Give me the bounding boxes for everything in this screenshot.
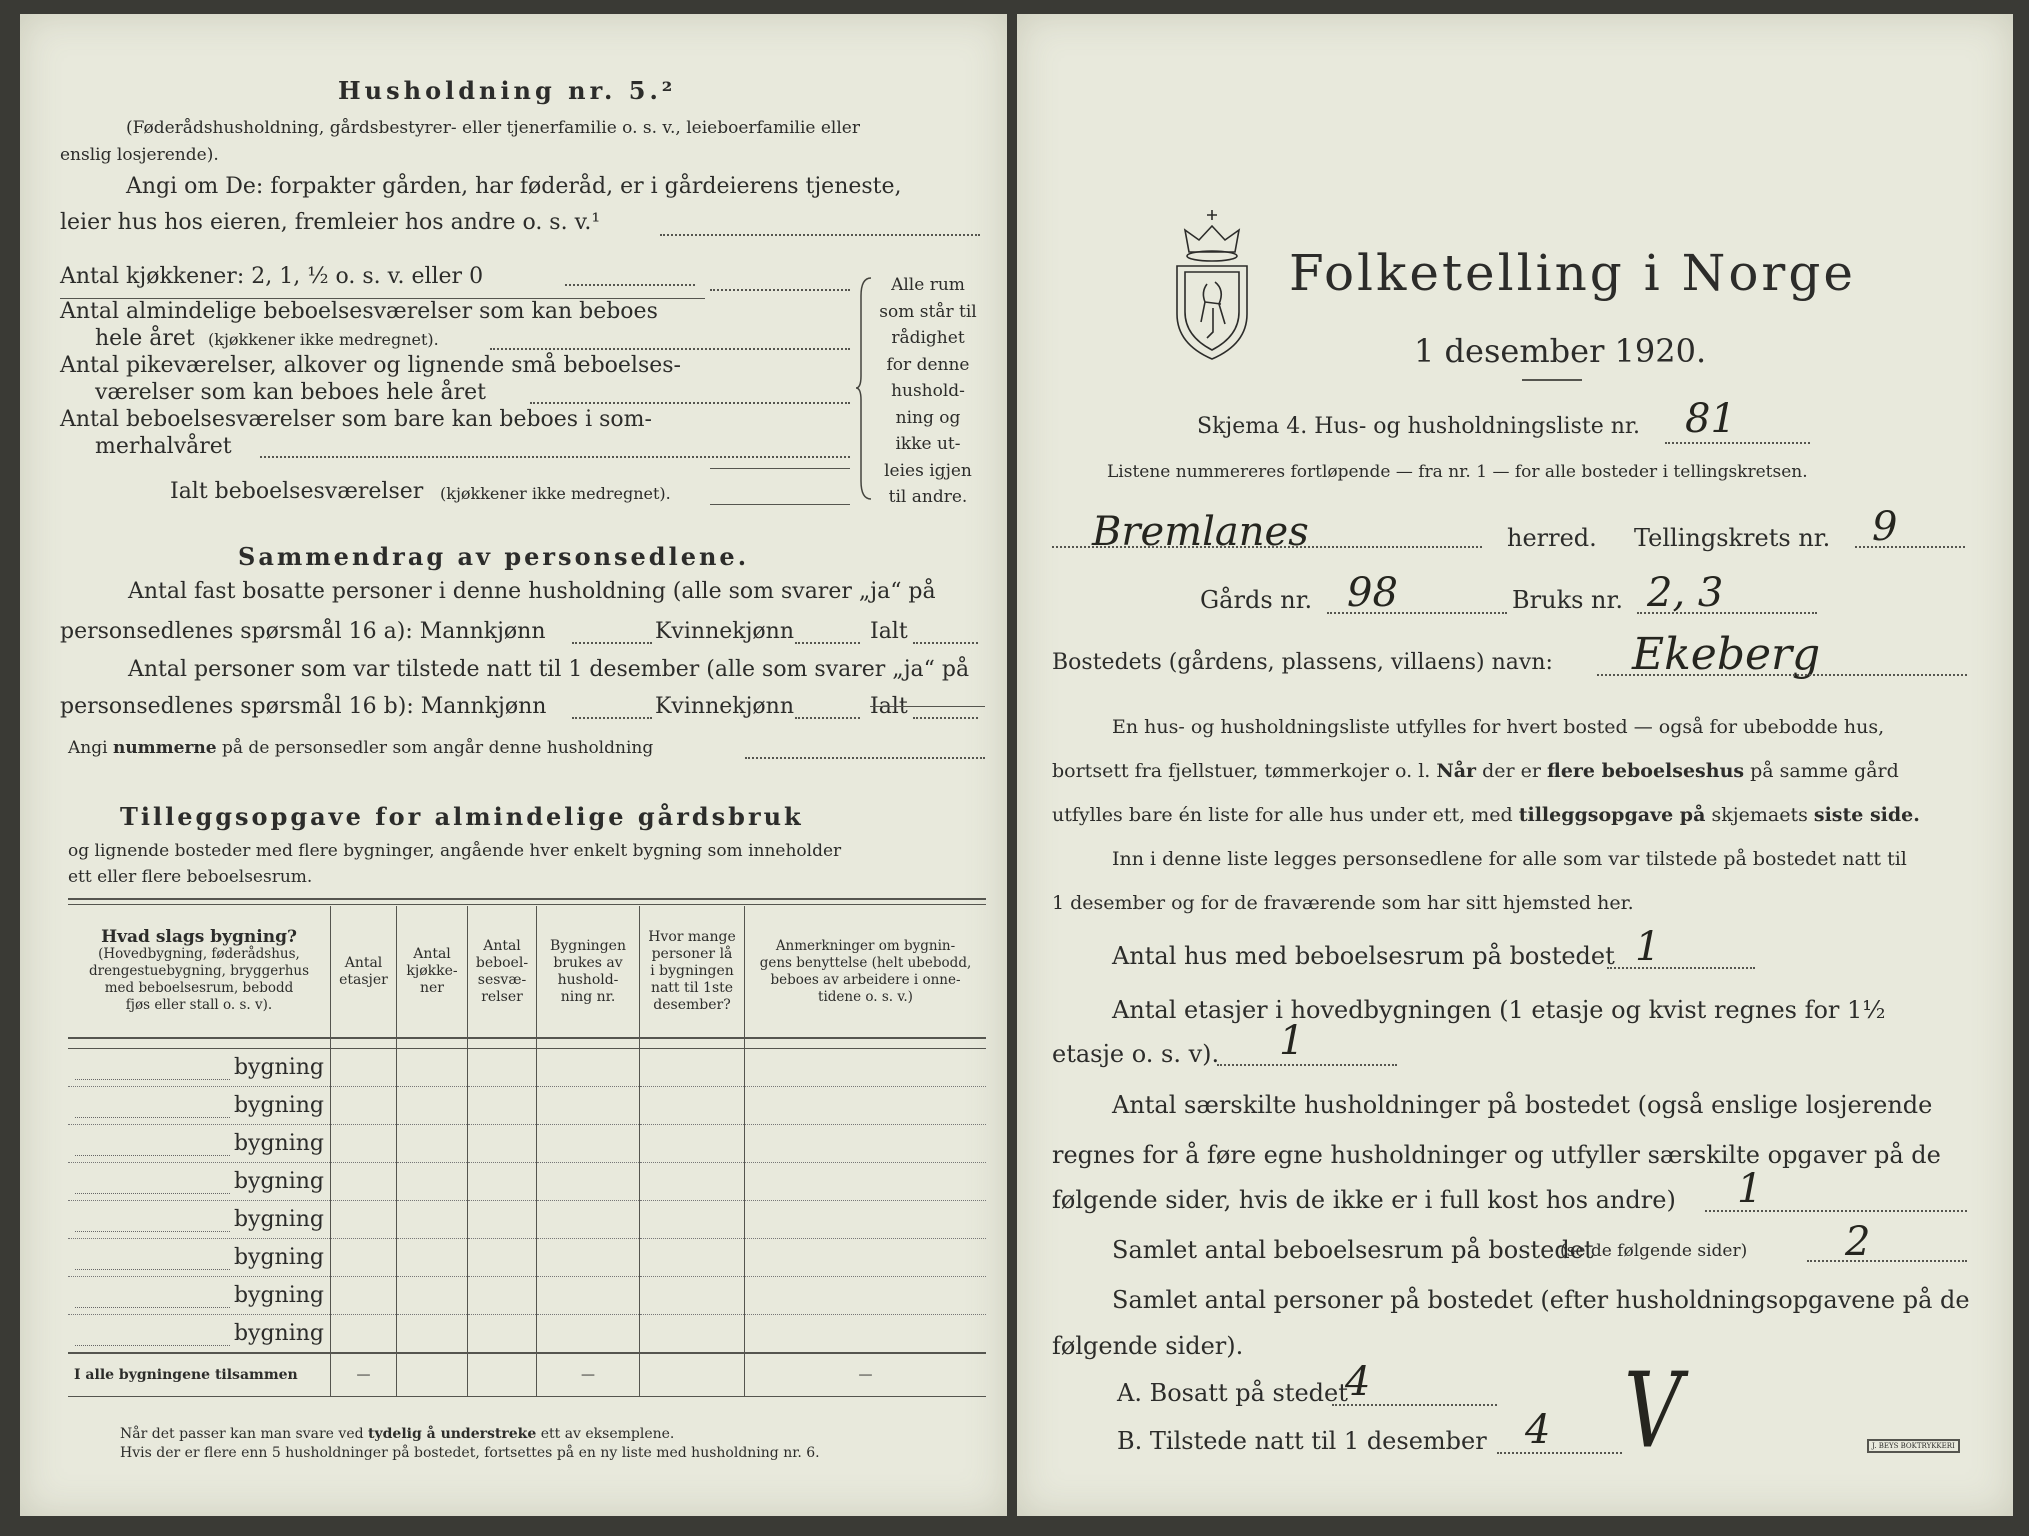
building-type-blank <box>75 1345 230 1346</box>
kitchens-answer-line <box>710 289 850 291</box>
herred-label: herred. <box>1507 524 1597 552</box>
building-type-blank <box>75 1269 230 1270</box>
households-value: 1 <box>1737 1166 1763 1212</box>
brace-note-line: hushold- <box>891 381 965 401</box>
tilstede-value: 4 <box>1525 1407 1551 1453</box>
summary-b-total-underline <box>870 706 985 707</box>
table-cell <box>537 1200 640 1238</box>
table-row <box>68 1276 986 1314</box>
col-building-type-desc: drengestuebygning, bryggerhus <box>88 963 310 979</box>
printer-stamp: J. BEYS BOKTRYKKERI <box>1867 1439 1960 1453</box>
numbers-bold: nummerne <box>112 738 217 758</box>
table-cell <box>537 1314 640 1353</box>
bosted-name: Ekeberg <box>1632 629 1821 680</box>
table-cell <box>331 1086 397 1124</box>
col-persons-line: personer lå <box>651 946 733 962</box>
brace-note-line: for denne <box>886 354 970 375</box>
maid-rooms-answer-line <box>530 402 850 404</box>
summary-b-female-label: Kvinnekjønn <box>655 694 794 719</box>
maid-rooms-line2: værelser som kan beboes hele året <box>95 380 486 405</box>
bosatt-label: A. Bosatt på stedet <box>1117 1379 1348 1407</box>
rooms-total-value: 2 <box>1845 1219 1871 1265</box>
table-cell <box>745 1276 987 1314</box>
col-remarks <box>745 906 987 1038</box>
tilstede-label: B. Tilstede natt til 1 desember <box>1117 1427 1487 1455</box>
summary-b-line1: Antal personer som var tilstede natt til 1 desember (alle som svarer „ja“ på <box>128 657 970 682</box>
summary-a-male-line <box>572 642 652 644</box>
table-cell <box>745 1162 987 1200</box>
table-cell <box>640 1314 745 1353</box>
census-date: 1 desember 1920. <box>1414 332 1707 370</box>
table-cell <box>640 1086 745 1124</box>
floors-value: 1 <box>1279 1018 1305 1064</box>
table-cell <box>537 1086 640 1124</box>
brace-note-line: rådighet <box>891 328 965 348</box>
table-cell <box>537 1124 640 1162</box>
col-remarks-line: Anmerkninger om bygnin- <box>775 937 956 954</box>
floors-line1: Antal etasjer i hovedbygningen (1 etasje og kvist regnes for 1½ <box>1112 996 1886 1024</box>
footnote-1 <box>120 1426 674 1442</box>
col-used-by-line: brukes av <box>553 954 623 971</box>
para1-line3 <box>1052 804 1920 826</box>
para1-line3-mid: skjemaets <box>1711 804 1808 826</box>
table-row <box>68 1086 986 1124</box>
gards-label: Gårds nr. <box>1200 586 1313 614</box>
summary-a-female-label: Kvinnekjønn <box>655 619 794 644</box>
households-line3: følgende sider, hvis de ikke er i full kost hos andre) <box>1052 1186 1676 1214</box>
para1-line3-bold2: siste side. <box>1813 804 1920 826</box>
supplement-line2: ett eller flere beboelsesrum. <box>68 867 313 887</box>
col-used-by-line: hushold- <box>557 971 619 988</box>
persons-line2: følgende sider). <box>1052 1332 1244 1360</box>
kitchens-label: Antal kjøkkener: 2, 1, ½ o. s. v. eller 0 <box>60 264 484 289</box>
building-type-cell <box>68 1162 331 1200</box>
building-row-label: bygning <box>233 1054 324 1080</box>
building-row-label: bygning <box>233 1130 324 1156</box>
table-row <box>68 1048 986 1086</box>
bosted-line <box>1597 674 1967 676</box>
table-cell <box>468 1238 537 1276</box>
bosted-label: Bostedets (gårdens, plassens, villaens) navn: <box>1052 650 1553 675</box>
table-cell <box>468 1048 537 1086</box>
table-cell <box>397 1238 468 1276</box>
numbers-answer-line <box>745 757 985 759</box>
total-used-by: — <box>537 1353 640 1397</box>
herred-name: Bremlanes <box>1092 509 1309 555</box>
building-type-cell <box>68 1314 331 1353</box>
tilstede-line <box>1497 1452 1622 1454</box>
total-kitchens <box>397 1353 468 1397</box>
summer-rooms-answer-line <box>260 456 850 458</box>
building-row-label: bygning <box>233 1168 324 1194</box>
col-building-type-desc: fjøs eller stall o. s. v). <box>125 997 273 1013</box>
table-cell <box>331 1238 397 1276</box>
houses-line <box>1607 967 1755 969</box>
houses-label: Antal hus med beboelsesrum på bostedet <box>1112 942 1615 970</box>
table-row <box>68 1314 986 1353</box>
brace-note <box>878 272 978 511</box>
table-cell <box>537 1276 640 1314</box>
floors-line2: etasje o. s. v). <box>1052 1040 1220 1068</box>
numbers-prefix: Angi <box>68 738 108 758</box>
supplement-title: Tilleggsopgave for almindelige gårdsbruk <box>120 802 804 831</box>
total-rooms <box>468 1353 537 1397</box>
building-type-cell <box>68 1276 331 1314</box>
table-header-row <box>68 906 986 1038</box>
col-rooms-line: Antal <box>483 937 521 954</box>
total-remarks: — <box>745 1353 987 1397</box>
supplement-line1: og lignende bosteder med flere bygninger, angående hver enkelt bygning som inneholder <box>68 841 842 861</box>
maid-rooms-line1: Antal pikeværelser, alkover og lignende små beboelses- <box>60 353 681 378</box>
para1-line2 <box>1052 760 1899 782</box>
table-cell <box>468 1200 537 1238</box>
para1-line2-post: på samme gård <box>1750 760 1899 782</box>
col-persons-line: desember? <box>653 997 731 1013</box>
para1-line2-bold2: flere beboelseshus <box>1547 760 1745 782</box>
building-type-blank <box>75 1231 230 1232</box>
building-row-label: bygning <box>233 1244 324 1270</box>
angi-line2: leier hus hos eieren, fremleier hos andre o. s. v.¹ <box>60 210 601 235</box>
summary-a-line1: Antal fast bosatte personer i denne husholdning (alle som svarer „ja“ på <box>128 579 936 604</box>
gards-line <box>1327 612 1507 614</box>
summer-rooms-line1: Antal beboelsesværelser som bare kan beboes i som- <box>60 407 652 432</box>
col-building-type-desc: med beboelsesrum, bebodd <box>104 980 294 996</box>
krets-line <box>1855 546 1965 548</box>
para1-line2-mid: der er <box>1482 760 1541 782</box>
schema-number-line <box>1665 442 1810 444</box>
kitchens-leader <box>565 284 695 286</box>
building-type-cell <box>68 1238 331 1276</box>
col-rooms-line: sesvæ- <box>477 971 527 988</box>
herred-line <box>1052 546 1482 548</box>
table-cell <box>397 1048 468 1086</box>
building-table <box>68 906 986 1397</box>
households-line2: regnes for å føre egne husholdninger og utfyller særskilte opgaver på de <box>1052 1141 1941 1169</box>
para1-line2-pre: bortsett fra fjellstuer, tømmerkojer o. l. <box>1052 760 1431 782</box>
angi-line1: Angi om De: forpakter gården, har føderåd, er i gårdeierens tjeneste, <box>126 174 902 199</box>
table-cell <box>331 1276 397 1314</box>
table-cell <box>640 1276 745 1314</box>
numbering-note: Listene nummereres fortløpende — fra nr. 1 — for alle bosteder i tellingskretsen. <box>1107 462 1808 482</box>
col-floors-line: etasjer <box>339 971 388 988</box>
table-top-rule-2 <box>68 904 986 905</box>
table-cell <box>331 1200 397 1238</box>
total-persons <box>640 1353 745 1397</box>
table-cell <box>331 1162 397 1200</box>
table-cell <box>468 1162 537 1200</box>
col-kitchens-line: ner <box>420 980 444 996</box>
rooms-total-label: Samlet antal beboelsesrum på bostedet <box>1112 1236 1594 1264</box>
total-row-label: I alle bygningene tilsammen <box>74 1366 298 1383</box>
building-row-label: bygning <box>233 1206 324 1232</box>
table-cell <box>468 1314 537 1353</box>
total-rooms-label: Ialt beboelsesværelser <box>170 479 424 504</box>
building-type-blank <box>75 1079 230 1080</box>
table-cell <box>331 1048 397 1086</box>
table-row <box>68 1238 986 1276</box>
bosatt-line <box>1332 1404 1497 1406</box>
para2-line1: Inn i denne liste legges personsedlene for alle som var tilstede på bostedet natt til <box>1112 848 1907 870</box>
building-row-label: bygning <box>233 1320 324 1346</box>
brace-note-line: Alle rum <box>891 275 965 295</box>
bruks-label: Bruks nr. <box>1512 586 1623 614</box>
summary-title: Sammendrag av personsedlene. <box>238 542 750 571</box>
building-row-label: bygning <box>233 1282 324 1308</box>
schema-number: 81 <box>1685 396 1736 442</box>
persons-line1: Samlet antal personer på bostedet (efter husholdningsopgavene på de <box>1112 1286 1970 1314</box>
table-row <box>68 1124 986 1162</box>
building-rows <box>68 1048 986 1353</box>
houses-value: 1 <box>1635 924 1661 970</box>
brace-note-line: til andre. <box>888 487 968 507</box>
summary-a-total-label: Ialt <box>870 619 908 644</box>
summer-rooms-line2: merhalvåret <box>95 434 232 459</box>
summary-b-male-line <box>572 717 652 719</box>
table-cell <box>397 1314 468 1353</box>
numbers-instruction <box>68 738 653 758</box>
brace-icon <box>855 276 875 501</box>
footnote-2: Hvis der er flere enn 5 husholdninger på bostedet, fortsettes på en ny liste med husholdning nr. 6. <box>120 1445 820 1461</box>
building-type-blank <box>75 1193 230 1194</box>
para1-line3-pre: utfylles bare én liste for alle hus under ett, med <box>1052 804 1513 826</box>
col-persons <box>640 906 745 1038</box>
col-floors-line: Antal <box>344 954 383 971</box>
households-line <box>1705 1210 1967 1212</box>
table-top-rule <box>68 898 986 900</box>
building-type-cell <box>68 1124 331 1162</box>
household-intro-line2: enslig losjerende). <box>60 145 219 165</box>
col-rooms-line: relser <box>481 988 523 1005</box>
schema-label: Skjema 4. Hus- og husholdningsliste nr. <box>1197 414 1640 439</box>
para1-line1: En hus- og husholdningsliste utfylles for hvert bosted — også for ubebodde hus, <box>1112 716 1885 738</box>
angi-answer-line <box>660 234 980 236</box>
summary-b-line2: personsedlenes spørsmål 16 b): Mannkjønn <box>60 694 547 719</box>
rooms-answer-line <box>490 348 850 350</box>
table-cell <box>468 1124 537 1162</box>
household-intro-line1: (Føderådshusholdning, gårdsbestyrer- eller tjenerfamilie o. s. v., leieboerfamilie eller <box>126 118 860 138</box>
table-cell <box>640 1124 745 1162</box>
table-cell <box>640 1238 745 1276</box>
table-row <box>68 1162 986 1200</box>
col-persons-line: Hvor mange <box>648 929 736 945</box>
rooms-total-line <box>1807 1260 1967 1262</box>
summary-a-total-line <box>913 642 978 644</box>
floors-line <box>1217 1064 1397 1066</box>
brace-note-line: leies igjen <box>884 460 972 481</box>
col-used-by <box>537 906 640 1038</box>
col-remarks-line: tidene o. s. v.) <box>818 988 913 1005</box>
table-cell <box>537 1238 640 1276</box>
brace-note-line: ning og <box>895 407 961 428</box>
left-page <box>20 14 1007 1516</box>
title-divider <box>1522 379 1582 381</box>
households-line1: Antal særskilte husholdninger på bostedet (også enslige losjerende <box>1112 1091 1933 1119</box>
footnote-1-post: ett av eksemplene. <box>540 1426 675 1442</box>
building-type-cell <box>68 1086 331 1124</box>
total-rooms-note: (kjøkkener ikke medregnet). <box>440 484 671 503</box>
table-cell <box>745 1048 987 1086</box>
brace-note-line: som står til <box>879 301 977 322</box>
subtotal-rule <box>710 468 850 469</box>
gards-number: 98 <box>1347 570 1398 616</box>
col-rooms-line: beboel- <box>475 954 529 971</box>
checkmark: V <box>1624 1350 1682 1471</box>
table-cell <box>331 1124 397 1162</box>
building-type-blank <box>75 1307 230 1308</box>
table-cell <box>745 1238 987 1276</box>
coat-of-arms-icon <box>1167 204 1257 364</box>
bruks-number: 2, 3 <box>1647 570 1724 616</box>
summary-a-female-line <box>795 642 860 644</box>
table-cell <box>640 1162 745 1200</box>
rooms-total-note: (se de følgende sider) <box>1560 1241 1748 1261</box>
col-building-type-title: Hvad slags bygning? <box>101 927 297 947</box>
table-cell <box>640 1200 745 1238</box>
numbers-rest: på de personsedler som angår denne husholdning <box>222 738 654 758</box>
col-kitchens-line: kjøkke- <box>406 963 458 979</box>
table-total-row <box>68 1353 986 1397</box>
col-remarks-line: gens benyttelse (helt ubebodd, <box>759 954 972 971</box>
table-cell <box>745 1314 987 1353</box>
rooms-line1: Antal almindelige beboelsesværelser som kan beboes <box>60 299 658 324</box>
household-title: Husholdning nr. 5.² <box>338 76 677 105</box>
table-cell <box>397 1086 468 1124</box>
table-row <box>68 1200 986 1238</box>
table-cell <box>468 1276 537 1314</box>
col-persons-line: natt til 1ste <box>650 980 734 996</box>
brace-note-line: ikke ut- <box>895 434 961 454</box>
total-floors: — <box>331 1353 397 1397</box>
krets-label: Tellingskrets nr. <box>1634 524 1831 552</box>
summary-a-line2: personsedlenes spørsmål 16 a): Mannkjønn <box>60 619 546 644</box>
col-building-type <box>68 906 331 1038</box>
table-cell <box>331 1314 397 1353</box>
para1-line2-bold1: Når <box>1436 760 1477 782</box>
bosatt-value: 4 <box>1345 1359 1371 1405</box>
col-remarks-line: beboes av arbeidere i onne- <box>770 971 961 988</box>
table-cell <box>537 1162 640 1200</box>
footnote-1-bold: tydelig å understreke <box>368 1426 537 1442</box>
rooms-line2: hele året <box>95 326 195 351</box>
table-cell <box>640 1048 745 1086</box>
table-cell <box>468 1086 537 1124</box>
col-building-type-desc: (Hovedbygning, føderådshus, <box>98 946 300 962</box>
table-cell <box>537 1048 640 1086</box>
building-type-blank <box>75 1117 230 1118</box>
col-rooms <box>468 906 537 1038</box>
col-floors <box>331 906 397 1038</box>
summary-b-total-label: Ialt <box>870 694 908 719</box>
building-type-blank <box>75 1155 230 1156</box>
table-cell <box>745 1086 987 1124</box>
footnote-1-pre: Når det passer kan man svare ved <box>120 1426 364 1442</box>
main-title: Folketelling i Norge <box>1289 244 1856 302</box>
table-cell <box>397 1162 468 1200</box>
table-cell <box>745 1124 987 1162</box>
right-page <box>1017 14 2013 1516</box>
krets-number: 9 <box>1872 504 1898 550</box>
para1-line3-bold1: tilleggsopgave på <box>1518 804 1706 826</box>
total-rooms-answer-line <box>710 504 850 505</box>
table-cell <box>397 1124 468 1162</box>
col-used-by-line: ning nr. <box>560 988 616 1005</box>
bruks-line <box>1637 612 1817 614</box>
col-kitchens-line: Antal <box>413 946 451 962</box>
building-type-cell <box>68 1200 331 1238</box>
col-kitchens <box>397 906 468 1038</box>
table-cell <box>745 1200 987 1238</box>
building-type-cell <box>68 1048 331 1086</box>
summary-b-female-line <box>795 717 860 719</box>
col-persons-line: i bygningen <box>650 963 734 979</box>
table-cell <box>397 1276 468 1314</box>
col-used-by-line: Bygningen <box>550 937 626 954</box>
table-cell <box>397 1200 468 1238</box>
rooms-line2-note: (kjøkkener ikke medregnet). <box>208 330 439 349</box>
table-header-spacer <box>68 1038 986 1048</box>
para2-line2: 1 desember og for de fraværende som har sitt hjemsted her. <box>1052 892 1634 914</box>
building-row-label: bygning <box>233 1092 324 1118</box>
summary-b-total-line <box>913 717 978 719</box>
